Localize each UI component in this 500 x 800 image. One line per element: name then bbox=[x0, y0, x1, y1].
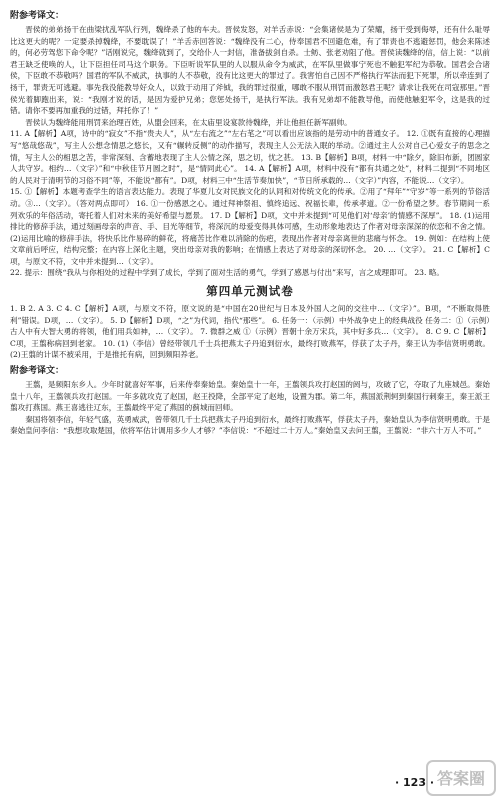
translation-paragraph: 秦国将领李信，年轻气盛，英勇威武，曾带领几千士兵把燕太子丹追到衍水，最终打败燕军，俘获太子丹，秦始皇认为李信贤明勇敢。于是秦始皇问李信：“我想攻取楚国，依将军估计调用多少人才够？”李信说：“不超过二十万人。”秦始皇又去问王翦，王翦说：“非六十万人不可。” bbox=[10, 414, 490, 436]
translation-paragraph: 晋侯的弟弟扬干在曲梁扰乱军队行列，魏绛杀了他的车夫。晋侯发怒，对羊舌赤说：“会集诸侯是为了荣耀，扬干受到侮辱，还有什么耻辱比这更大的呢？一定要杀掉魏绛，不要耽误了！”羊舌赤回答说：“魏绛没有二心，侍奉国君不回避危难，有了罪责也不逃避惩罚，他会来陈述的，何必劳驾您下命令呢？”话刚说完，魏绛就到了，交给仆人一封信，准备拔剑自杀。士鲂、张老劝阻了他。晋侯读魏绛的信，信上说：“以前君王缺乏使唤的人，让下臣担任司马这个职务。下臣听说军队里的人以服从命令为威武，在军队里做事宁死也不触犯军纪为恭敬。国君会合诸侯，下臣敢不恭敬吗？国君的军队不威武，执事的人不恭敬，没有比这更大的罪过了。我害怕自己因不严格执行军法而犯下死罪，所以牵连到了扬干，罪责无可逃避。事先我没能教导好众人，以致于动用了斧钺，我的罪过很重，哪敢不服从刑罚而激怒君王呢？请求让我死在司寇那里。”晋侯光着脚跑出来，说：“我刚才说的话，是因为爱护兄弟；您惩处扬干，是执行军法。我有兄弟却不能教导他，而使他触犯军令，这是我的过错。请你不要再加重我的过错，拜托你了！” bbox=[10, 25, 490, 116]
answer-block: 15. ①【解析】本题考查学生的语言表达能力。表现了华夏儿女对民族文化的认同和对传统文化的传承。②用了“拜年”“守岁”等一系列的节俗活动。③…（文字）。（答对两点即可） 16. ①一份感恩之心。通过拜神祭祖、慎终追远、祝福长辈，传承孝道。②一份希望之梦。春节期间一系列欢乐的年俗活动，寄托着人们对未来的美好希望与愿景。 17. D【解析】D项，文中并未提到“可见他们对‘母亲’的情感不深厚”。 18. (1)运用排比的修辞手法，通过刻画母亲的声音、手、目光等细节，将深沉的母爱变得具体可感，生动形象地表达了作者对母亲深深的依恋和不舍之情。(2)运用比喻的修辞手法，将快乐比作易碎的鲜花，将痛苦比作难以消除的伤疤，表现出作者对母亲离世的悲痛与怀念。 19. 例如：在结构上使文章前后呼应，结构完整；在内容上深化主题，突出母亲对我的影响；在情感上表达了对母亲的深切怀念。 20. …（文字）。 21. C【解析】C项，与原文不符，文中并未提到…（文字）。 bbox=[10, 187, 490, 266]
translation-header: 附参考译文： bbox=[10, 11, 65, 21]
page-number: · 123 · bbox=[395, 776, 434, 789]
page-content bbox=[10, 6, 490, 437]
translation-header: 附参考译文： bbox=[10, 366, 65, 377]
translation-paragraph: 晋侯认为魏绛能用刑罚来治理百姓，从盟会回来，在太庙里设宴款待魏绛，并让他担任新军副帅。 bbox=[25, 117, 352, 127]
answer-block: 1. B 2. A 3. C 4. C【解析】A项，与原文不符，原文说的是“中国在20世纪与日本及外国人之间的交往中…（文字）”。B项，“不断取得胜利”错误。D项，…（文字）。 5. D【解析】D项，“之”为代词，指代“那些”。 6. 任务一：（示例）中外战争史上的经典战役 任务二：①（示例）古人中有大智大勇的将领，他们用兵如神，…（文字）。 7. 微群之威 ①（示例）晋朝十余万宋兵，其中好多兵…（文字）。 8. C 9. C【解析】C项，王翦称病回到老家。 10. (1)（李信）曾经带领几千士兵把燕太子丹追到衍水，最终打败燕军，俘获了太子丹，秦王认为李信贤明勇敢。(2)王翦的计谋不被采用，于是推托有病，回到频阳养老。 bbox=[10, 304, 490, 360]
translation-paragraph: 王翦，是频阳东乡人。少年时就喜好军事，后来侍奉秦始皇。秦始皇十一年，王翦领兵攻打赵国的阏与，攻破了它，夺取了九座城邑。秦始皇十八年，王翦领兵攻打赵国。一年多就攻克了赵国，赵王投降，全部平定了赵地，设置为郡。第二年，燕国派荆轲到秦国行刺秦王，秦王派王翦攻打燕国。燕王喜逃往辽东，王翦最终平定了燕国的蓟城而回师。 bbox=[10, 380, 490, 413]
unit-4-title: 第四单元测试卷 bbox=[206, 284, 294, 299]
watermark-logo bbox=[426, 760, 496, 796]
svg-text:答案圈: 答案圈 bbox=[436, 769, 486, 788]
answer-block: 11. A【解析】A项，诗中的“寂女”不指“贵夫人”，从“左右流之”“左右芼之”可以看出应该指的是劳动中的普通女子。 12. ①既有直接的心理描写“悠哉悠哉”，写主人公想念情思之悠长，又有“辗转反侧”的动作描写，表现主人公无法入眠的举动。②通过主人公对自己心爱女子的思念之情，写主人公的相思之苦，非常深刻、含蓄地表现了主人公情之深，思之切，忧之甚。 13. B【解析】B项，材料一中“除夕，除旧布新，团圆家人共守岁。相约…（文字）”和“中秋佳节月圆之时”，是“情同此心”。 14. A【解析】A项，材料中没有“都有共通之处”，材料二提到“不同地区的人民对于清明节的习俗不同”等，不能说“都有”。D项，材料三中“生活节奏加快”，“节日所承载的…（文字）”内容，不能说…（文字）。 bbox=[10, 129, 490, 185]
page-number-text: 123 bbox=[403, 776, 426, 789]
answer-block: 22. 提示：围绕“我从与你相处的过程中学到了成长，学到了面对生活的勇气，学到了感恩与付出”来写，言之成理即可。 23. 略。 bbox=[10, 268, 445, 278]
watermark-icon bbox=[426, 760, 496, 796]
